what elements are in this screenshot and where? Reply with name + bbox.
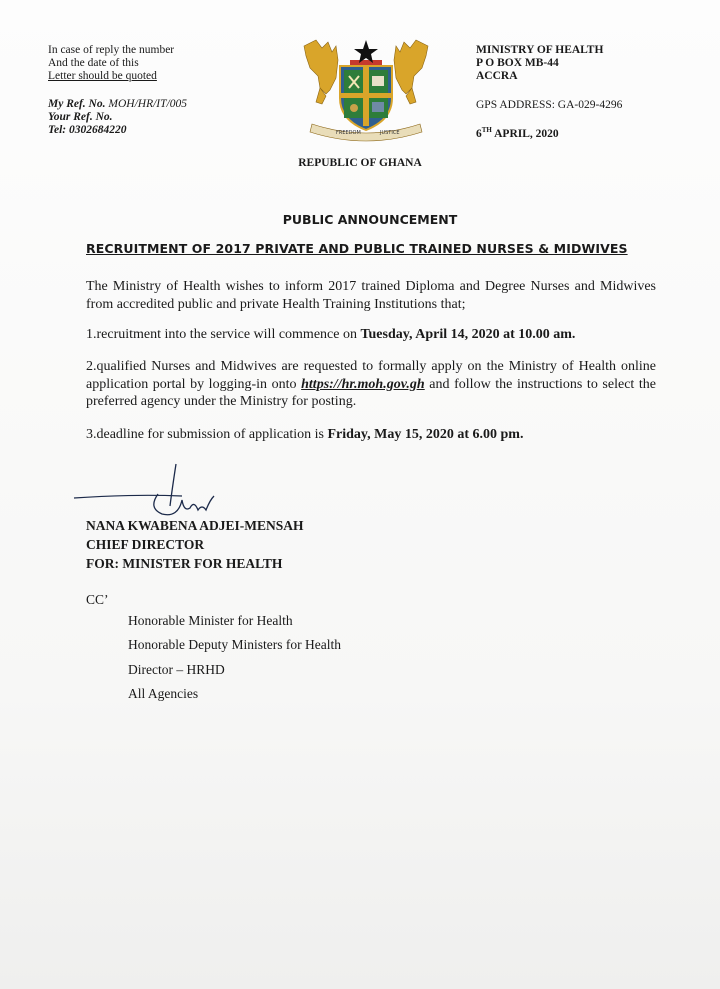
shield-icon bbox=[340, 66, 392, 130]
ghana-coat-of-arms bbox=[300, 38, 432, 142]
item-3-text: 3.deadline for submission of application is bbox=[86, 427, 328, 442]
star-icon bbox=[354, 40, 378, 63]
signer-for: FOR: MINISTER FOR HEALTH bbox=[86, 556, 283, 571]
item-3 bbox=[86, 426, 656, 444]
signer-title: CHIEF DIRECTOR bbox=[86, 537, 205, 552]
motto-right: JUSTICE bbox=[380, 130, 400, 136]
your-ref-value: No. bbox=[95, 111, 113, 123]
item-2 bbox=[86, 358, 656, 411]
date-day: 6 bbox=[476, 127, 482, 140]
your-ref bbox=[48, 111, 187, 124]
cc-recipient: Director – HRHD bbox=[128, 661, 225, 677]
item-1-date: Tuesday, April 14, 2020 at 10.00 am. bbox=[360, 327, 576, 342]
telephone bbox=[48, 124, 187, 137]
announcement-subtitle: RECRUITMENT OF 2017 PRIVATE AND PUBLIC TRAINED NURSES & MIDWIVES bbox=[86, 241, 628, 256]
date-rest: APRIL, 2020 bbox=[491, 127, 559, 140]
cc-list bbox=[128, 609, 341, 706]
application-portal-link[interactable]: https://hr.moh.gov.gh bbox=[301, 376, 425, 392]
intro-paragraph: The Ministry of Health wishes to inform 2017 trained Diploma and Degree Nurses and Midwives from accredited public and private Health Training Institutions that; bbox=[86, 279, 656, 312]
reference-block bbox=[48, 98, 187, 137]
tel-value: 0302684220 bbox=[68, 124, 127, 136]
gps-address: GPS ADDRESS: GA-029-4296 bbox=[476, 99, 623, 111]
cc-recipient: All Agencies bbox=[128, 685, 199, 701]
reply-line-1: In case of reply the number bbox=[48, 44, 175, 56]
item-1 bbox=[86, 326, 656, 344]
item-2-text-after: and follow the instructions to select the preferred agency under the Ministry for posting. bbox=[86, 376, 657, 409]
tel-label: Tel: bbox=[48, 124, 67, 136]
my-ref-label: My Ref. No. bbox=[48, 98, 106, 110]
your-ref-label: Your Ref. bbox=[48, 111, 93, 123]
ministry-address bbox=[476, 44, 603, 83]
left-eagle-icon bbox=[304, 40, 338, 104]
republic-label: REPUBLIC OF GHANA bbox=[298, 157, 422, 169]
cc-recipient: Honorable Deputy Ministers for Health bbox=[128, 637, 341, 653]
signatory bbox=[86, 516, 304, 573]
reply-line-2: And the date of this bbox=[48, 57, 139, 69]
letter-date bbox=[476, 126, 559, 140]
wreath-band bbox=[350, 60, 382, 65]
reply-line-3: Letter should be quoted bbox=[48, 70, 157, 82]
city: ACCRA bbox=[476, 70, 518, 82]
page-title: PUBLIC ANNOUNCEMENT bbox=[282, 212, 458, 227]
my-ref bbox=[48, 98, 187, 111]
motto-left: FREEDOM bbox=[336, 130, 361, 136]
signer-name: NANA KWABENA ADJEI-MENSAH bbox=[86, 518, 304, 533]
item-1-text: 1.recruitment into the service will commence on bbox=[86, 327, 361, 342]
ministry-name: MINISTRY OF HEALTH bbox=[476, 44, 604, 56]
po-box: P O BOX MB-44 bbox=[476, 57, 559, 69]
cc-label: CC’ bbox=[86, 592, 109, 607]
cc-recipient: Honorable Minister for Health bbox=[128, 613, 293, 628]
date-suffix: TH bbox=[481, 126, 492, 134]
item-2-text-before: 2.qualified Nurses and Midwives are requested to formally apply on the Ministry of Health online application portal by logging-in onto bbox=[86, 359, 656, 392]
reply-instructions bbox=[48, 44, 174, 83]
my-ref-value: MOH/HR/IT/005 bbox=[108, 98, 187, 110]
item-3-deadline: Friday, May 15, 2020 at 6.00 pm. bbox=[327, 427, 524, 442]
right-eagle-icon bbox=[394, 40, 428, 104]
